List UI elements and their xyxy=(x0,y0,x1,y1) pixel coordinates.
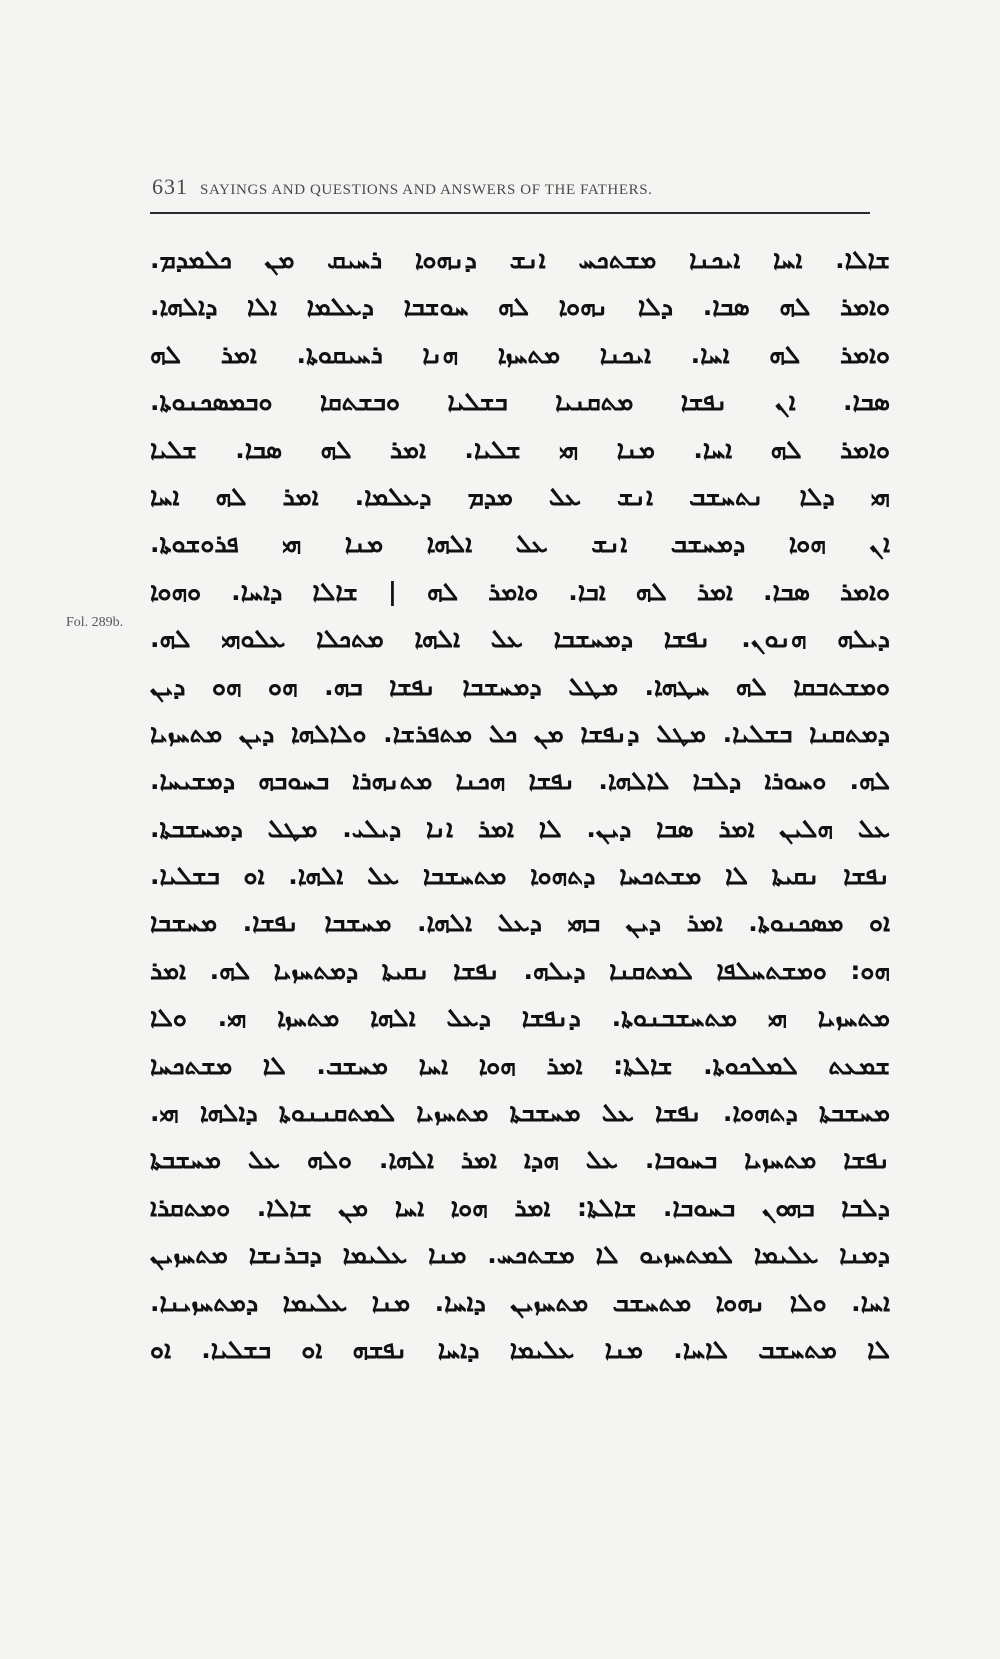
text-line: ܕܡܬܩܢܐ ܒܫܠܝܐ. ܡܛܠ ܕܢܦܫܐ ܡܢ ܟܠ ܡܬܦܪܫܐ. ܘܠܐܠܗܐ ܕܝܢ ܡܬܚܙܝܐ xyxy=(150,718,890,748)
text-line: ܡܚܫܒܬܐ ܕܬܗܘܐ. ܢܦܫܐ ܥܠ ܡܚܫܒܬܐ ܡܬܚܙܝܐ ܠܡܬܩܢܢܘܬܐ ܕܐܠܗܐ ܗܝ. xyxy=(150,1098,890,1128)
text-line: ܐܘ ܡܣܟܢܘܬܐ. ܐܡܪ ܕܝܢ ܒܗܝ ܕܥܠ ܐܠܗܐ. ܡܚܫܒܐ ܢܦܫܐ. ܡܚܫܒܐ xyxy=(150,908,890,938)
page-header xyxy=(152,174,868,204)
text-line: ܘܐܡܪ ܠܗ ܣܒܐ. ܕܠܐ ܢܗܘܐ ܠܗ ܚܘܫܒܐ ܕܥܠܡܐ ܐܠܐ ܕܐܠܗܐ. xyxy=(150,292,890,322)
text-line: ܡܬܚܙܝܐ ܗܝ ܡܬܚܫܒܢܘܬܐ. ܕܢܦܫܐ ܕܥܠ ܐܠܗܐ ܡܬܚܙܐ ܗܝ. ܘܠܐ xyxy=(150,1003,890,1033)
text-line: ܕܝܠܗ ܗܢܘܢ. ܢܦܫܐ ܕܡܚܫܒܐ ܥܠ ܐܠܗܐ ܡܬܟܠܐ ܥܠܘܗܝ ܠܗ. xyxy=(150,624,890,654)
text-line: ܢܦܫܐ ܢܩܝܬܐ ܠܐ ܡܫܬܟܚܐ ܕܬܗܘܐ ܡܬܚܫܒܐ ܥܠ ܐܠܗܐ. ܐܘ ܒܫܠܝܐ. xyxy=(150,861,890,891)
text-line: ܣܒܐ. ܐܢ ܢܦܫܐ ܡܬܩܢܝܐ ܒܫܠܝܐ ܘܒܫܬܩܐ ܘܒܡܣܟܢܘܬܐ. xyxy=(150,387,890,417)
text-line: ܘܐܡܪ ܠܗ ܐܚܐ. ܡܢܐ ܗܝ ܫܠܝܐ. ܐܡܪ ܠܗ ܣܒܐ. ܫܠܝܐ xyxy=(150,434,890,464)
text-line: ܠܗ. ܘܚܘܪܐ ܕܠܒܐ ܠܐܠܗܐ. ܢܦܫܐ ܗܟܢܐ ܡܬܢܗܪܐ ܒܚܘܒܗ ܕܡܫܝܚܐ. xyxy=(150,766,890,796)
text-line: ܘܐܡܪ ܠܗ ܐܚܐ. ܐܝܟܢܐ ܡܬܚܙܐ ܗܢܐ ܪܚܝܩܘܬܐ. ܐܡܪ ܠܗ xyxy=(150,339,890,369)
page-number: 631 xyxy=(152,174,188,199)
text-line: ܐܢ ܗܘܐ ܕܡܚܫܒ ܐܢܫ ܥܠ ܐܠܗܐ ܡܢܐ ܗܝ ܦܪܘܫܘܬܐ. xyxy=(150,529,890,559)
text-line: ܕܡܢܐ ܥܠܝܡܐ ܠܡܬܚܙܝܘ ܠܐ ܡܫܬܟܚ. ܡܢܐ ܥܠܝܡܐ ܕܒܪܢܫܐ ܡܬܚܙܝܢ xyxy=(150,1240,890,1270)
folio-margin-note: Fol. 289b. xyxy=(66,615,124,630)
text-line: ܫܡܥܬ ܠܡܠܟܘܬܐ. ܫܐܠܬܐ: ܐܡܪ ܗܘܐ ܐܚܐ ܡܚܫܒ. ܠܐ ܡܫܬܟܚܐ xyxy=(150,1050,890,1080)
text-line: ܠܐ ܡܬܚܫܒ ܠܐܚܐ. ܡܢܐ ܥܠܝܡܐ ܕܐܚܐ ܢܦܫܗ ܐܘ ܒܫܠܝܐ. ܐܘ xyxy=(150,1334,890,1364)
text-line: ܗܝ ܕܠܐ ܢܬܚܫܒ ܐܢܫ ܥܠ ܡܕܡ ܕܥܠܡܐ. ܐܡܪ ܠܗ ܐܚܐ xyxy=(150,481,890,511)
text-line: ܐܚܐ. ܘܠܐ ܢܗܘܐ ܡܬܚܫܒ ܡܬܚܙܝܢ ܕܐܚܐ. ܡܢܐ ܥܠܝܡܐ ܕܡܬܚܙܝܢܐ. xyxy=(150,1287,890,1317)
running-head: SAYINGS AND QUESTIONS AND ANSWERS OF THE FATHERS. xyxy=(200,182,653,198)
text-line: ܘܐܡܪ ܣܒܐ. ܐܡܪ ܠܗ ܐܒܐ. ܘܐܡܪ ܠܗ | ܫܐܠܐ ܕܐܚܐ. ܘܗܘܐ xyxy=(150,576,890,606)
text-line: ܕܠܒܐ ܒܗܘܢ ܒܚܘܒܐ. ܫܐܠܬܐ: ܐܡܪ ܗܘܐ ܐܚܐ ܡܢ ܫܐܠܐ. ܘܡܬܩܪܐ xyxy=(150,1192,890,1222)
text-line: ܗܘ: ܘܡܫܬܚܠܦܐ ܠܡܬܩܢܐ ܕܝܠܗ. ܢܦܫܐ ܢܩܝܬܐ ܕܡܬܚܙܝܐ ܠܗ. ܐܡܪ xyxy=(150,955,890,985)
text-line: ܥܠ ܗܠܝܢ ܐܡܪ ܣܒܐ ܕܝܢ. ܠܐ ܐܡܪ ܐܢܐ ܕܝܠܝ. ܡܛܠ ܕܡܚܫܒܬܐ. xyxy=(150,813,890,843)
text-line: ܫܐܠܐ. ܐܚܐ ܐܝܟܢܐ ܡܫܬܟܚ ܐܢܫ ܕܢܗܘܐ ܪܚܝܩ ܡܢ ܟܠܡܕܡ. xyxy=(150,245,890,274)
text-line: ܢܦܫܐ ܡܬܚܙܝܐ ܒܚܘܒܐ. ܥܠ ܗܕܐ ܐܡܪ ܐܠܗܐ. ܘܠܗ ܥܠ ܡܚܫܒܬܐ xyxy=(150,1145,890,1175)
header-rule xyxy=(150,212,870,214)
syriac-body-text xyxy=(150,236,890,1373)
text-line: ܘܡܫܬܒܩܐ ܠܗ ܚܛܗܐ. ܡܛܠ ܕܡܚܫܒܐ ܢܦܫܐ ܒܗ. ܗܘ ܗܘ ܕܝܢ xyxy=(150,671,890,701)
